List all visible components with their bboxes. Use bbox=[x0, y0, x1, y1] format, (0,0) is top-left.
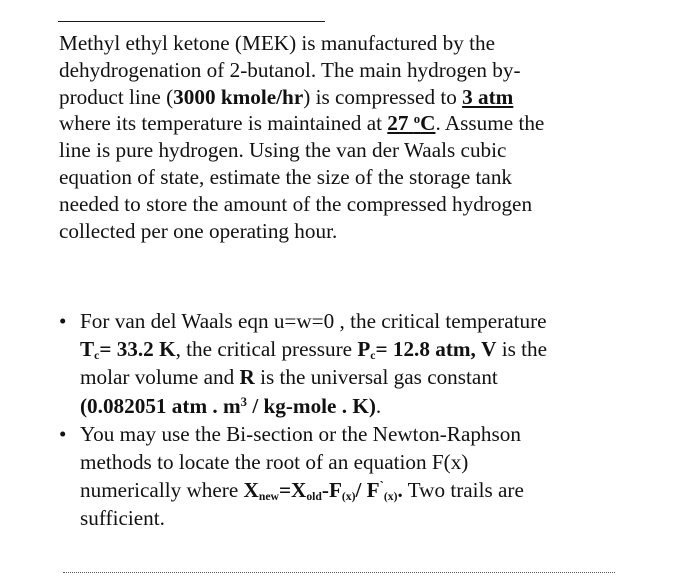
problem-line-3-middle: ) is compressed to bbox=[303, 84, 463, 109]
newton-raphson-formula: $X_{new}=X_{old}-F_{(x)}/$ $F^`_{(x)}$. bbox=[243, 478, 403, 504]
critical-pressure: $P_c= 12.8$ atm, bbox=[357, 337, 476, 363]
hint-van-der-waals-constants: • For van del Waals eqn u=w=0 , the critical temperature $T_c= 33.2$ K, the critical pressure $P_c= 12.8$ atm, V is the molar volume and R is the universal gas constant (0.082051 atm . $m^3$ / kg-mole . K). bbox=[59, 309, 548, 418]
problem-line-1: Methyl ethyl ketone (MEK) is manufactured by the bbox=[59, 31, 495, 55]
problem-line-5: line is pure hydrogen. Using the van der Waals cubic bbox=[59, 138, 507, 163]
degree-symbol: o bbox=[413, 112, 421, 127]
problem-line-3-prefix: product line ( bbox=[59, 84, 174, 109]
pressure-value: 3 atm bbox=[462, 84, 514, 109]
molar-volume-symbol: V bbox=[481, 337, 497, 362]
top-divider-line bbox=[58, 21, 325, 22]
critical-temperature: $T_c= 33.2$ K bbox=[80, 337, 176, 363]
hints-list bbox=[59, 307, 619, 533]
bullet-marker: • bbox=[59, 309, 67, 333]
problem-statement bbox=[59, 30, 619, 244]
bullet-marker: • bbox=[59, 421, 67, 446]
hint-numerical-method: • You may use the Bi-section or the Newton-Raphson methods to locate the root of an equation F(x) numerically where $X_{new}=X_{old}-F_{(x)}/$ $F^`_{(x)}$. Two trails are sufficient. bbox=[59, 421, 524, 531]
problem-line-8: collected per one operating hour. bbox=[59, 218, 338, 243]
gas-constant-units: (0.082051 atm . $m^3$ / kg-mole . K) bbox=[80, 393, 376, 418]
temperature-value: 27 $^o$C bbox=[387, 111, 436, 136]
flow-rate: 3000 kmole/hr bbox=[173, 84, 304, 109]
problem-line-6: equation of state, estimate the size of the storage tank bbox=[59, 164, 513, 189]
bottom-dotted-line bbox=[63, 572, 615, 573]
problem-line-2: dehydrogenation of 2-butanol. The main hydrogen by- bbox=[59, 57, 521, 82]
gas-constant-symbol: R bbox=[239, 365, 255, 390]
problem-line-4-suffix: . Assume the bbox=[435, 111, 545, 136]
problem-line-7: needed to store the amount of the compressed hydrogen bbox=[59, 191, 533, 216]
problem-line-4-prefix: where its temperature is maintained at bbox=[59, 111, 388, 136]
